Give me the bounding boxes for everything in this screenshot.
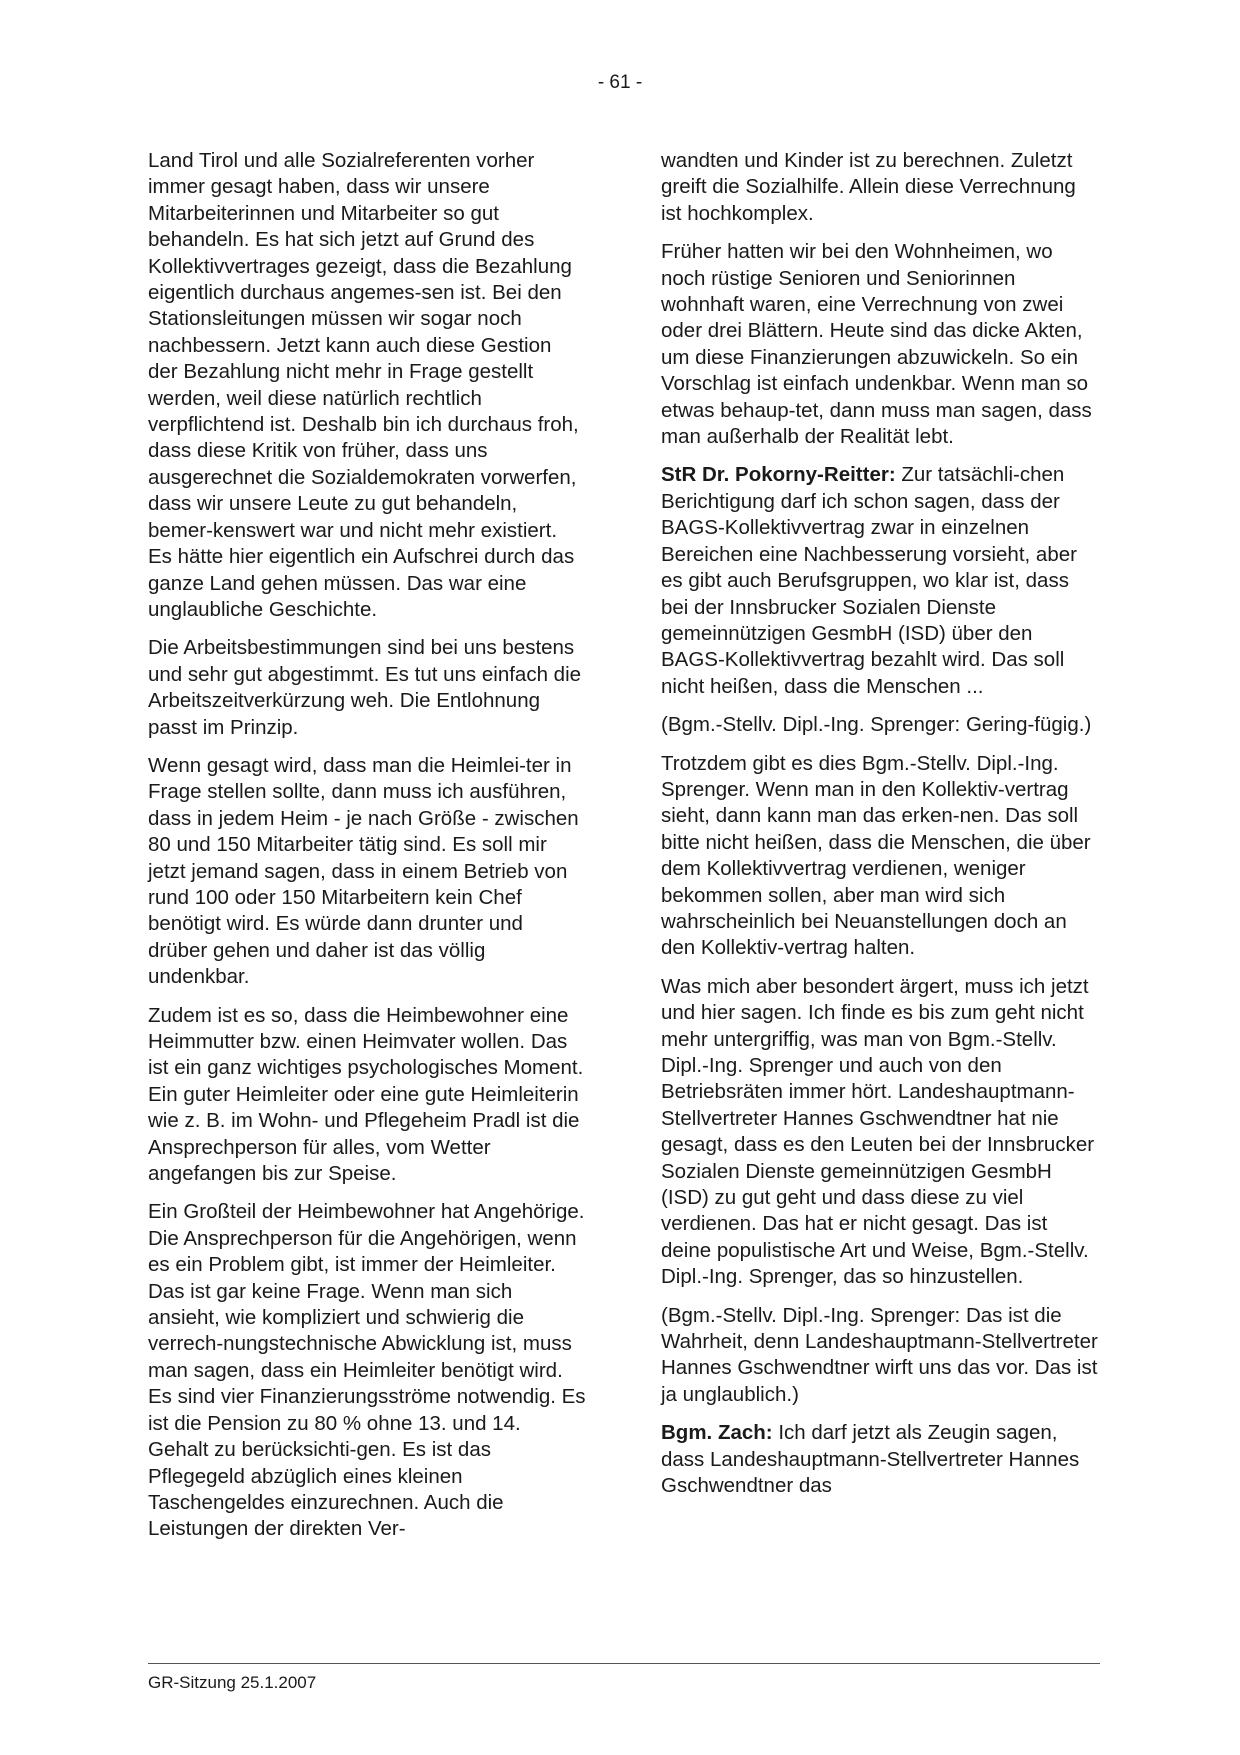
paragraph: Ein Großteil der Heimbewohner hat Angehörige. Die Ansprechperson für die Angehörigen, wenn es ein Problem gibt, ist immer der Heimleiter. Das ist gar keine Frage. Wenn man sich ansieht, wie kompliziert und schwierig die verrech-nungstechnische Abwicklung ist, muss man sagen, dass ein Heimleiter benötigt wird. Es sind vier Finanzierungsströme notwendig. Es ist die Pension zu 80 % ohne 13. und 14. Gehalt zu berücksichti-gen. Es ist das Pflegegeld abzüglich eines kleinen Taschengeldes einzurechnen. Auch die Leistungen der direkten Ver- [148, 1200, 586, 1541]
paragraph: Land Tirol und alle Sozialreferenten vorher immer gesagt haben, dass wir unsere Mitarbeiterinnen und Mitarbeiter so gut behandeln. Es hat sich jetzt auf Grund des Kollektivvertrages gezeigt, dass die Bezahlung eigentlich durchaus angemes-sen ist. Bei den Stationsleitungen müssen wir sogar noch nachbessern. Jetzt kann auch diese Gestion der Bezahlung nicht mehr in Frage gestellt werden, weil diese natürlich rechtlich verpflichtend ist. Deshalb bin ich durchaus froh, dass diese Kritik von früher, dass uns ausgerechnet die Sozialdemokraten vorwerfen, dass wir unsere Leute zu gut behandeln, bemer-kenswert war und nicht mehr existiert. Es hätte hier eigentlich ein Aufschrei durch das ganze Land gehen müssen. Das war eine unglaubliche Geschichte. [148, 149, 579, 621]
footer-text: GR-Sitzung 25.1.2007 [148, 1673, 317, 1692]
paragraph [661, 1303, 1099, 1409]
speaker-name: StR Dr. Pokorny-Reitter: [661, 463, 896, 487]
paragraph-text: wandten und Kinder ist zu berechnen. Zuletzt greift die Sozialhilfe. Allein diese Verrechnung ist hochkomplex. [661, 149, 1076, 225]
paragraph [661, 462, 1099, 700]
footer-divider [148, 1663, 1100, 1664]
paragraph-text: Was mich aber besondert ärgert, muss ich jetzt und hier sagen. Ich finde es bis zum geht nicht mehr untergriffig, was man von Bgm.-Stellv. Dipl.-Ing. Sprenger und auch von den Betriebsräten immer hört. Landeshauptmann-Stellvertreter Hannes Gschwendtner hat nie gesagt, dass es den Leuten bei der Innsbrucker Sozialen Dienste gemeinnützigen GesmbH (ISD) zu gut geht und dass diese zu viel verdienen. Das hat er nicht gesagt. Das ist deine populistische Art und Weise, Bgm.-Stellv. Dipl.-Ing. Sprenger, das so hinzustellen. [661, 974, 1095, 1289]
page-number: - 61 - [597, 72, 643, 93]
paragraph-text: Zur tatsächli-chen Berichtigung darf ich schon sagen, dass der BAGS-Kollektivvertrag zwar in einzelnen Bereichen eine Nachbesserung vorsieht, aber es gibt auch Berufsgruppen, wo klar ist, dass bei der Innsbrucker Sozialen Dienste gemeinnützigen GesmbH (ISD) über den BAGS-Kollektivvertrag bezahlt wird. Das soll nicht heißen, dass die Menschen ... [661, 463, 1077, 698]
paragraph-text: Ich darf jetzt als Zeugin sagen, dass Landeshauptmann-Stellvertreter Hannes Gschwendtner das [661, 1421, 1080, 1498]
paragraph-text: Trotzdem gibt es dies Bgm.-Stellv. Dipl.-Ing. Sprenger. Wenn man in den Kollektiv-vertrag sieht, dann kann man das erken-nen. Das soll bitte nicht heißen, dass die Menschen, die über dem Kollektivvertrag verdienen, weniger bekommen sollen, aber man wird sich wahrscheinlich bei Neuanstellungen doch an den Kollektiv-vertrag halten. [661, 751, 1091, 960]
right-column [661, 148, 1099, 1512]
paragraph [661, 1420, 1099, 1499]
paragraph [661, 974, 1099, 1291]
paragraph [661, 148, 1099, 227]
paragraph-text: Früher hatten wir bei den Wohnheimen, wo noch rüstige Senioren und Seniorinnen wohnhaft waren, eine Verrechnung von zwei oder drei Blättern. Heute sind das dicke Akten, um diese Finanzierungen abzuwickeln. So ein Vorschlag ist einfach undenkbar. Wenn man so etwas behaup-tet, dann muss man sagen, dass man außerhalb der Realität lebt. [661, 240, 1092, 449]
paragraph: Zudem ist es so, dass die Heimbewohner eine Heimmutter bzw. einen Heimvater wollen. Das ist ein ganz wichtiges psychologisches Moment. Ein guter Heimleiter oder eine gute Heimleiterin wie z. B. im Wohn- und Pflegeheim Pradl ist die Ansprechperson für alles, vom Wetter angefangen bis zur Speise. [148, 1003, 584, 1186]
paragraph [661, 239, 1099, 450]
paragraph: Wenn gesagt wird, dass man die Heimlei-ter in Frage stellen sollte, dann muss ich ausführen, dass in jedem Heim - je nach Größe - zwischen 80 und 150 Mitarbeiter tätig sind. Es soll mir jetzt jemand sagen, dass in einem Betrieb von rund 100 oder 150 Mitarbeitern kein Chef benötigt wird. Es würde dann drunter und drüber gehen und daher ist das völlig undenkbar. [148, 753, 579, 989]
speaker-name: Bgm. Zach: [661, 1421, 773, 1445]
paragraph [661, 712, 1099, 738]
paragraph [661, 751, 1099, 962]
left-column [148, 148, 586, 1555]
paragraph-text: (Bgm.-Stellv. Dipl.-Ing. Sprenger: Das ist die Wahrheit, denn Landeshauptmann-Stellvertreter Hannes Gschwendtner wirft uns das vor. Das ist ja unglaublich.) [661, 1303, 1098, 1406]
paragraph-text: (Bgm.-Stellv. Dipl.-Ing. Sprenger: Gering-fügig.) [661, 713, 1092, 737]
paragraph: Die Arbeitsbestimmungen sind bei uns bestens und sehr gut abgestimmt. Es tut uns einfach die Arbeitszeitverkürzung weh. Die Entlohnung passt im Prinzip. [148, 636, 582, 739]
